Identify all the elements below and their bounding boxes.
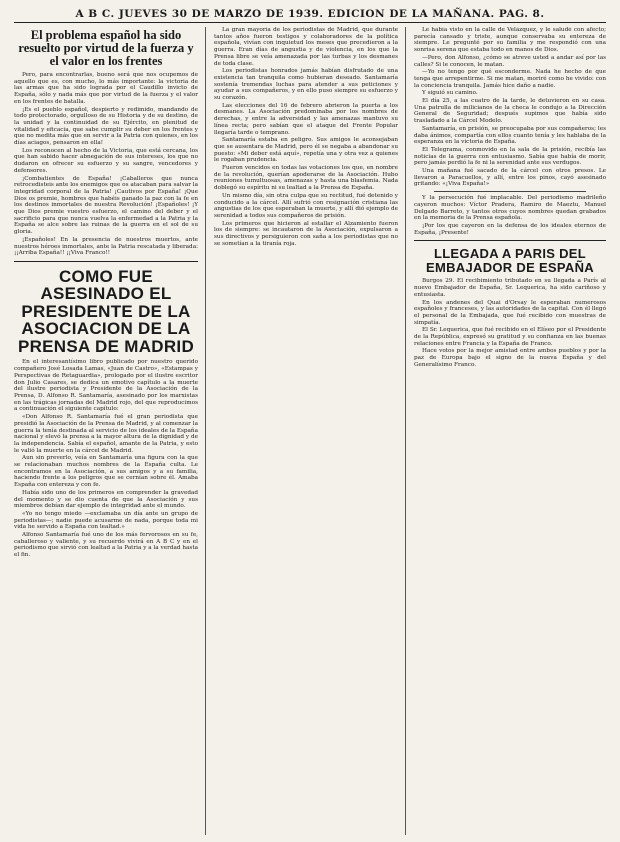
article-paragraph: Le había visto en la calle de Velázquez, y le saludé con afecto; parecía cansado y triste, aunque conservaba su entereza de siempre. Le pregunté por su familia y me respondió con una sonrisa serena que estaba todo en manos de Dios. [414,27,606,54]
article-paragraph: El Telegrama, conmovido en la sala de la prisión, recibía las noticias de la guerra con entusiasmo. Sabía que había de morir, pero jamás perdió la fe ni la serenidad ante sus verdugos. [414,146,606,167]
article-paragraph: Los reconocen al hecho de la Victoria, que está cercana, los que han sabido hacer abnegación de sus intereses, los que no dudaron en ofrecer su esfuerzo y su sangre, vencedores y defensores. [14,147,198,174]
article-paragraph: Aun sin preverlo, veía en Santamaría una figura con la que se relacionaban muchos nombres de la España culta. Le encontramos en la Asociación, a sus amigos y a su familia, haciendo frente a los peligros que se cernían sobre él. Amaba España con entereza y con fe. [14,455,198,489]
column-2 [214,27,406,835]
article-paragraph: ¡Españoles! En la presencia de nuestros muertos, ante nuestros héroes inmortales, ante la Patria rescatada y liberada: ¡¡Arriba España!! ¡¡Viva Franco!! [14,236,198,257]
article-paragraph: Había sido uno de los primeros en comprender la gravedad del momento y se dio cuenta de que la Asociación y sus miembros debían dar ejemplo de integridad ante el mundo. [14,489,198,510]
article-paragraph: Fueron vencidos en todas las votaciones los que, en nombre de la revolución, querían apoderarse de la Asociación. Hubo reuniones tumultuosas, amenazas y hasta una blasfemia. Nada doblegó su espíritu ni su lealtad a la Prensa de España. [214,165,398,192]
section-divider [434,191,586,192]
article-paragraph: Las elecciones del 16 de febrero abrieron la puerta a los desmanes. La Asociación predominaba por los nombres de derechas, y entre la adversidad y las amenazas mantuvo su línea recta; pero sabían que el ataque del Frente Popular llegaría tarde o temprano. [214,102,398,136]
section-divider [14,261,198,262]
article-paragraph: Hace votos por la mejor amistad entre ambos pueblos y por la paz de Europa bajo el signo de la nueva España y del Generalísimo Franco. [414,348,606,368]
article-paragraph: Santamaría estaba en peligro. Sus amigos le aconsejaban que se ausentara de Madrid, pero él se negaba a abandonar su puesto: «Mi deber está aquí», repetía una y otra vez a quienes le rogaban prudencia. [214,137,398,164]
article-paragraph: Los periodistas honrados jamás habían disfrutado de una existencia tan tranquila como hubieran deseado. Santamaría sostenía tremendas luchas para atender a sus peticiones y ayudar a sus compañeros, y en ello puso siempre su esfuerzo y su corazón. [214,68,398,102]
article-paragraph: Burgos 29. El recibimiento tributado en su llegada a París al nuevo Embajador de España, Sr. Lequerica, ha sido cariñoso y entusiasta. [414,278,606,298]
columns [14,27,606,835]
article-paragraph: El Sr. Lequerica, que fué recibido en el Elíseo por el Presidente de la República, expresó su gratitud y su confianza en las buenas relaciones entre Francia y la España de Franco. [414,327,606,347]
article-paragraph: —Yo no tengo por qué esconderme. Nada he hecho de que tenga que arrepentirme. Si me matan, moriré como he vivido: con la conciencia tranquila. Jamás hice daño a nadie. [414,69,606,89]
article-paragraph: Y siguió su camino. [422,90,478,97]
headline-asesinato-presidente: COMO FUE ASESINADO EL PRESIDENTE DE LA ASOCIACION DE LA PRENSA DE MADRID [17,266,195,356]
article-paragraph: —Pero, don Alfonso, ¿cómo se atreve usted a andar así por las calles? Si le conocen, le matan. [414,54,606,68]
article-paragraph: ¡Es el pueblo español, despierto y redimido, mandando de todo protectorado, orgulloso de su Historia y de su destino, de la unidad y la continuidad de su Ejército, en plenitud de vitalidad y eficacia, que sabe cumplir su deber en los frentes y que no medita más que en servir a la Patria con quienes, en los días aciagos, pensaron en ella! [14,106,198,147]
article-paragraph: «Don Alfonso R. Santamaría fué el gran periodista que presidió la Asociación de la Prensa de Madrid, y al comenzar la guerra la tenía destinada al servicio de los ideales de la España nacional y elevó la prensa a la mayor altura de la dignidad y de la independencia. Sabía el español, amante de la Patria, y esto le valió la muerte en la cárcel de Madrid. [14,414,198,454]
article-paragraph: ¡Por los que cayeron en la defensa de los ideales eternos de España, ¡Presente! [414,222,606,236]
article-paragraph: Alfonso Santamaría fué uno de los más fervorosos en su fe, caballeroso y valiente, y su recuerdo vivirá en A B C y en el periodismo que sirvió con lealtad a la Patria y a la verdad hasta el fin. [14,532,198,559]
headline-llegada-paris: LLEGADA A PARIS DEL EMBAJADOR DE ESPAÑA [426,246,594,275]
article-paragraph: Santamaría, en prisión, se preocupaba por sus compañeros; les daba ánimos, compartía con ellos cuanto tenía y les hablaba de la esperanza en la victoria de España. [414,125,606,146]
article-paragraph: ¡Combatientes de España! ¡Caballeros que nunca retrocedisteis ante los enemigos que os atacaban para salvar la integridad corporal de la Patria! ¡Cautivos por España! ¡Que Dios os premie, hombres que habéis ganado la paz con la fe en los destinos inmortales de nuestra Revolución! ¡Españoles! ¡Y que Dios premie vuestro esfuerzo, el camino del deber y el sacrificio para que nunca vuelva la enfermedad a la Patria y la España se alce sobre las ruinas de la guerra en el sol de su gloria. [14,175,198,236]
article-paragraph: En el interesantísimo libro publicado por nuestro querido compañero José Losada Lamas, «Juan de Castro», «Estampas y Perspectivas de Retaguardia», prologado por el ilustre escritor don Julio Casares, se dedica un emotivo capítulo a la muerte del ilustre periodista y Presidente de la Asociación de la Prensa, D. Alfonso R. Santamaría, asesinado por los marxistas en las trágicas jornadas del Madrid rojo, del que reproducimos a continuación el siguiente capítulo: [14,359,198,413]
column-1 [14,27,206,835]
masthead: A B C. JUEVES 30 DE MARZO DE 1939. EDICION DE LA MAÑANA. PAG. 8. [14,6,606,23]
article-paragraph: El día 25, a las cuatro de la tarde, le detuvieron en su casa. Una patrulla de milicianos de la checa le condujo a la Dirección General de Seguridad; después supimos que había sido trasladado a la Cárcel Modelo. [414,98,606,125]
article-paragraph: Los primeros que hicieron al estallar el Alzamiento fueron los de siempre: se incautaron de la Asociación, expulsaron a sus directivos y persiguieron con saña a los periodistas que no se sometían a la tiranía roja. [214,220,398,247]
article-paragraph: «Yo no tengo miedo —exclamaba un día ante un grupo de periodistas—; nadie puede acusarme de nada, porque toda mi vida he servido a España con lealtad.» [14,510,198,531]
article-paragraph: Un mismo día, sin otra culpa que su rectitud, fué detenido y conducido a la cárcel. Allí sufrió con resignación cristiana las angustias de los que esperaban la muerte, y allí dió ejemplo de serenidad a todos sus compañeros de prisión. [214,192,398,219]
article-paragraph: Pero, para encontrarlas, bueno será que nos ocupemos de aquello que es, con mucho, lo más importante: la victoria de las armas que ha sido lograda por el Caudillo invicto de España, sólo y nada más que por virtud de la fuerza y el valor en los frentes de batalla. [14,72,198,105]
article-paragraph: Y la persecución fué implacable. Del periodismo madrileño cayeron muchos: Víctor Pradera, Ramiro de Maeztu, Manuel Delgado Barreto, y tantos otros cuyos nombres quedan grabados en la memoria de la Prensa española. [414,195,606,222]
article-paragraph: Una mañana fué sacado de la cárcel con otros presos. Le llevaron a Paracuellos, y allí, entre los pinos, cayó asesinado gritando: «¡Viva España!» [414,168,606,188]
headline-problema-espanol: El problema español ha sido resuelto por virtud de la fuerza y el valor en los frentes [18,28,194,68]
article-paragraph: La gran mayoría de los periodistas de Madrid, que durante tantos años fueron testigos y colaboradores de la política española, vivían con inquietud los meses que precedieron a la guerra. Eran días de angustia y de violencia, en los que la Prensa libre se veía amenazada por las turbas y los desmanes de toda clase. [214,27,398,67]
article-paragraph: En los andenes del Quai d'Orsay le esperaban numerosos españoles y franceses, y las autoridades de la capital. Con él llegó el personal de la Embajada, que fué recibido con muestras de simpatía. [414,299,606,326]
column-3 [414,27,606,835]
section-divider [414,240,606,241]
